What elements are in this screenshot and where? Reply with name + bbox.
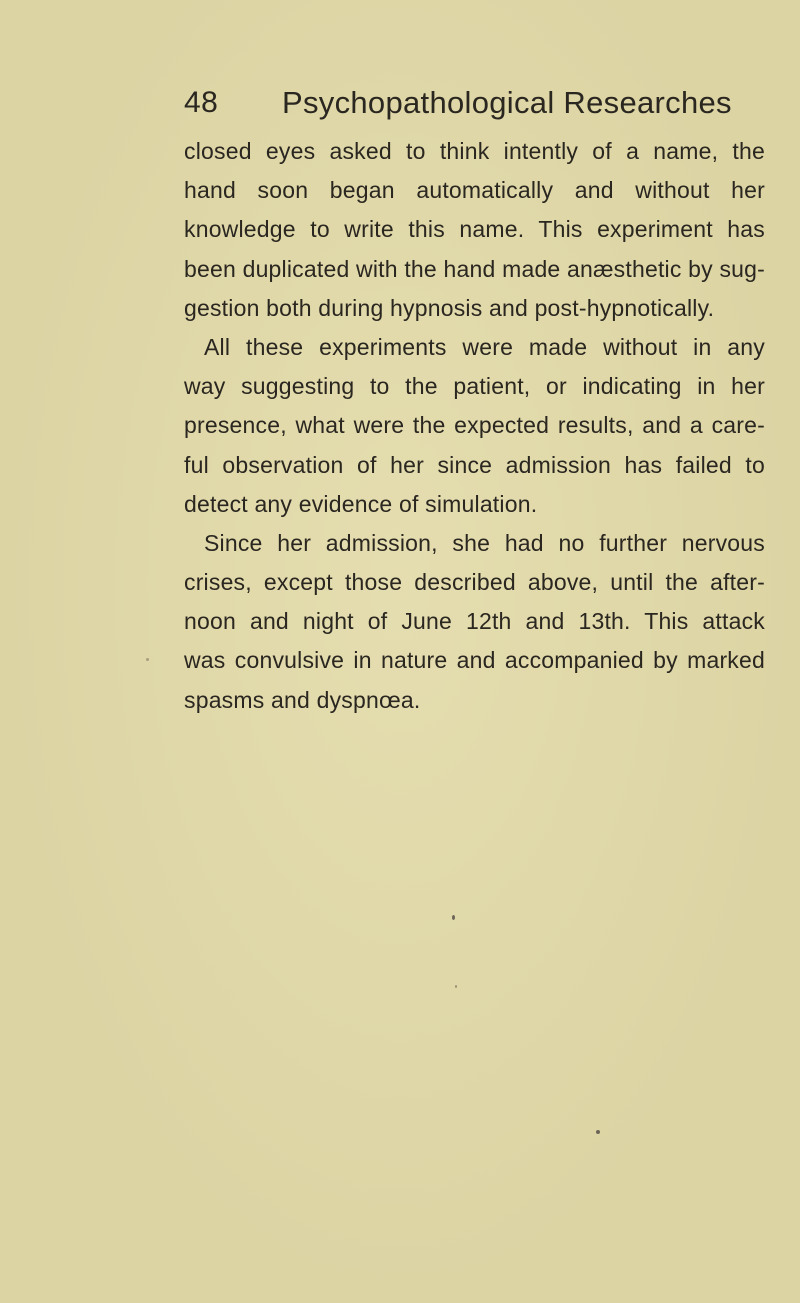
paper-speck	[455, 985, 457, 988]
text-line: ful observation of her since admission has failed to	[184, 451, 765, 478]
text-line: crises, except those described above, until the after-	[184, 569, 765, 596]
text-line: spasms and dyspnœa.	[184, 686, 421, 713]
text-line: noon and night of June 12th and 13th. This attack	[184, 608, 765, 635]
body-text	[184, 132, 765, 720]
text-line: Since her admission, she had no further nervous	[204, 529, 765, 556]
text-line: way suggesting to the patient, or indicating in her	[184, 373, 765, 400]
text-line: knowledge to write this name. This experiment has	[184, 216, 765, 243]
text-line: presence, what were the expected results, and a care-	[184, 412, 765, 439]
running-head: Psychopathological Researches	[282, 85, 732, 120]
text-line: closed eyes asked to think intently of a name, the	[184, 138, 765, 164]
page-number: 48	[184, 86, 219, 119]
text-line: detect any evidence of simulation.	[184, 490, 538, 517]
paper-speck	[452, 915, 455, 920]
text-line: All these experiments were made without in any	[204, 333, 765, 360]
text-line: gestion both during hypnosis and post-hypnotically.	[184, 294, 715, 321]
text-line: hand soon began automatically and without her	[184, 177, 765, 204]
text-line: was convulsive in nature and accompanied by marked	[184, 647, 765, 674]
paper-speck	[146, 658, 149, 661]
page-header	[184, 78, 764, 128]
paper-speck	[596, 1130, 600, 1134]
text-line: been duplicated with the hand made anæsthetic by sug-	[184, 255, 765, 282]
